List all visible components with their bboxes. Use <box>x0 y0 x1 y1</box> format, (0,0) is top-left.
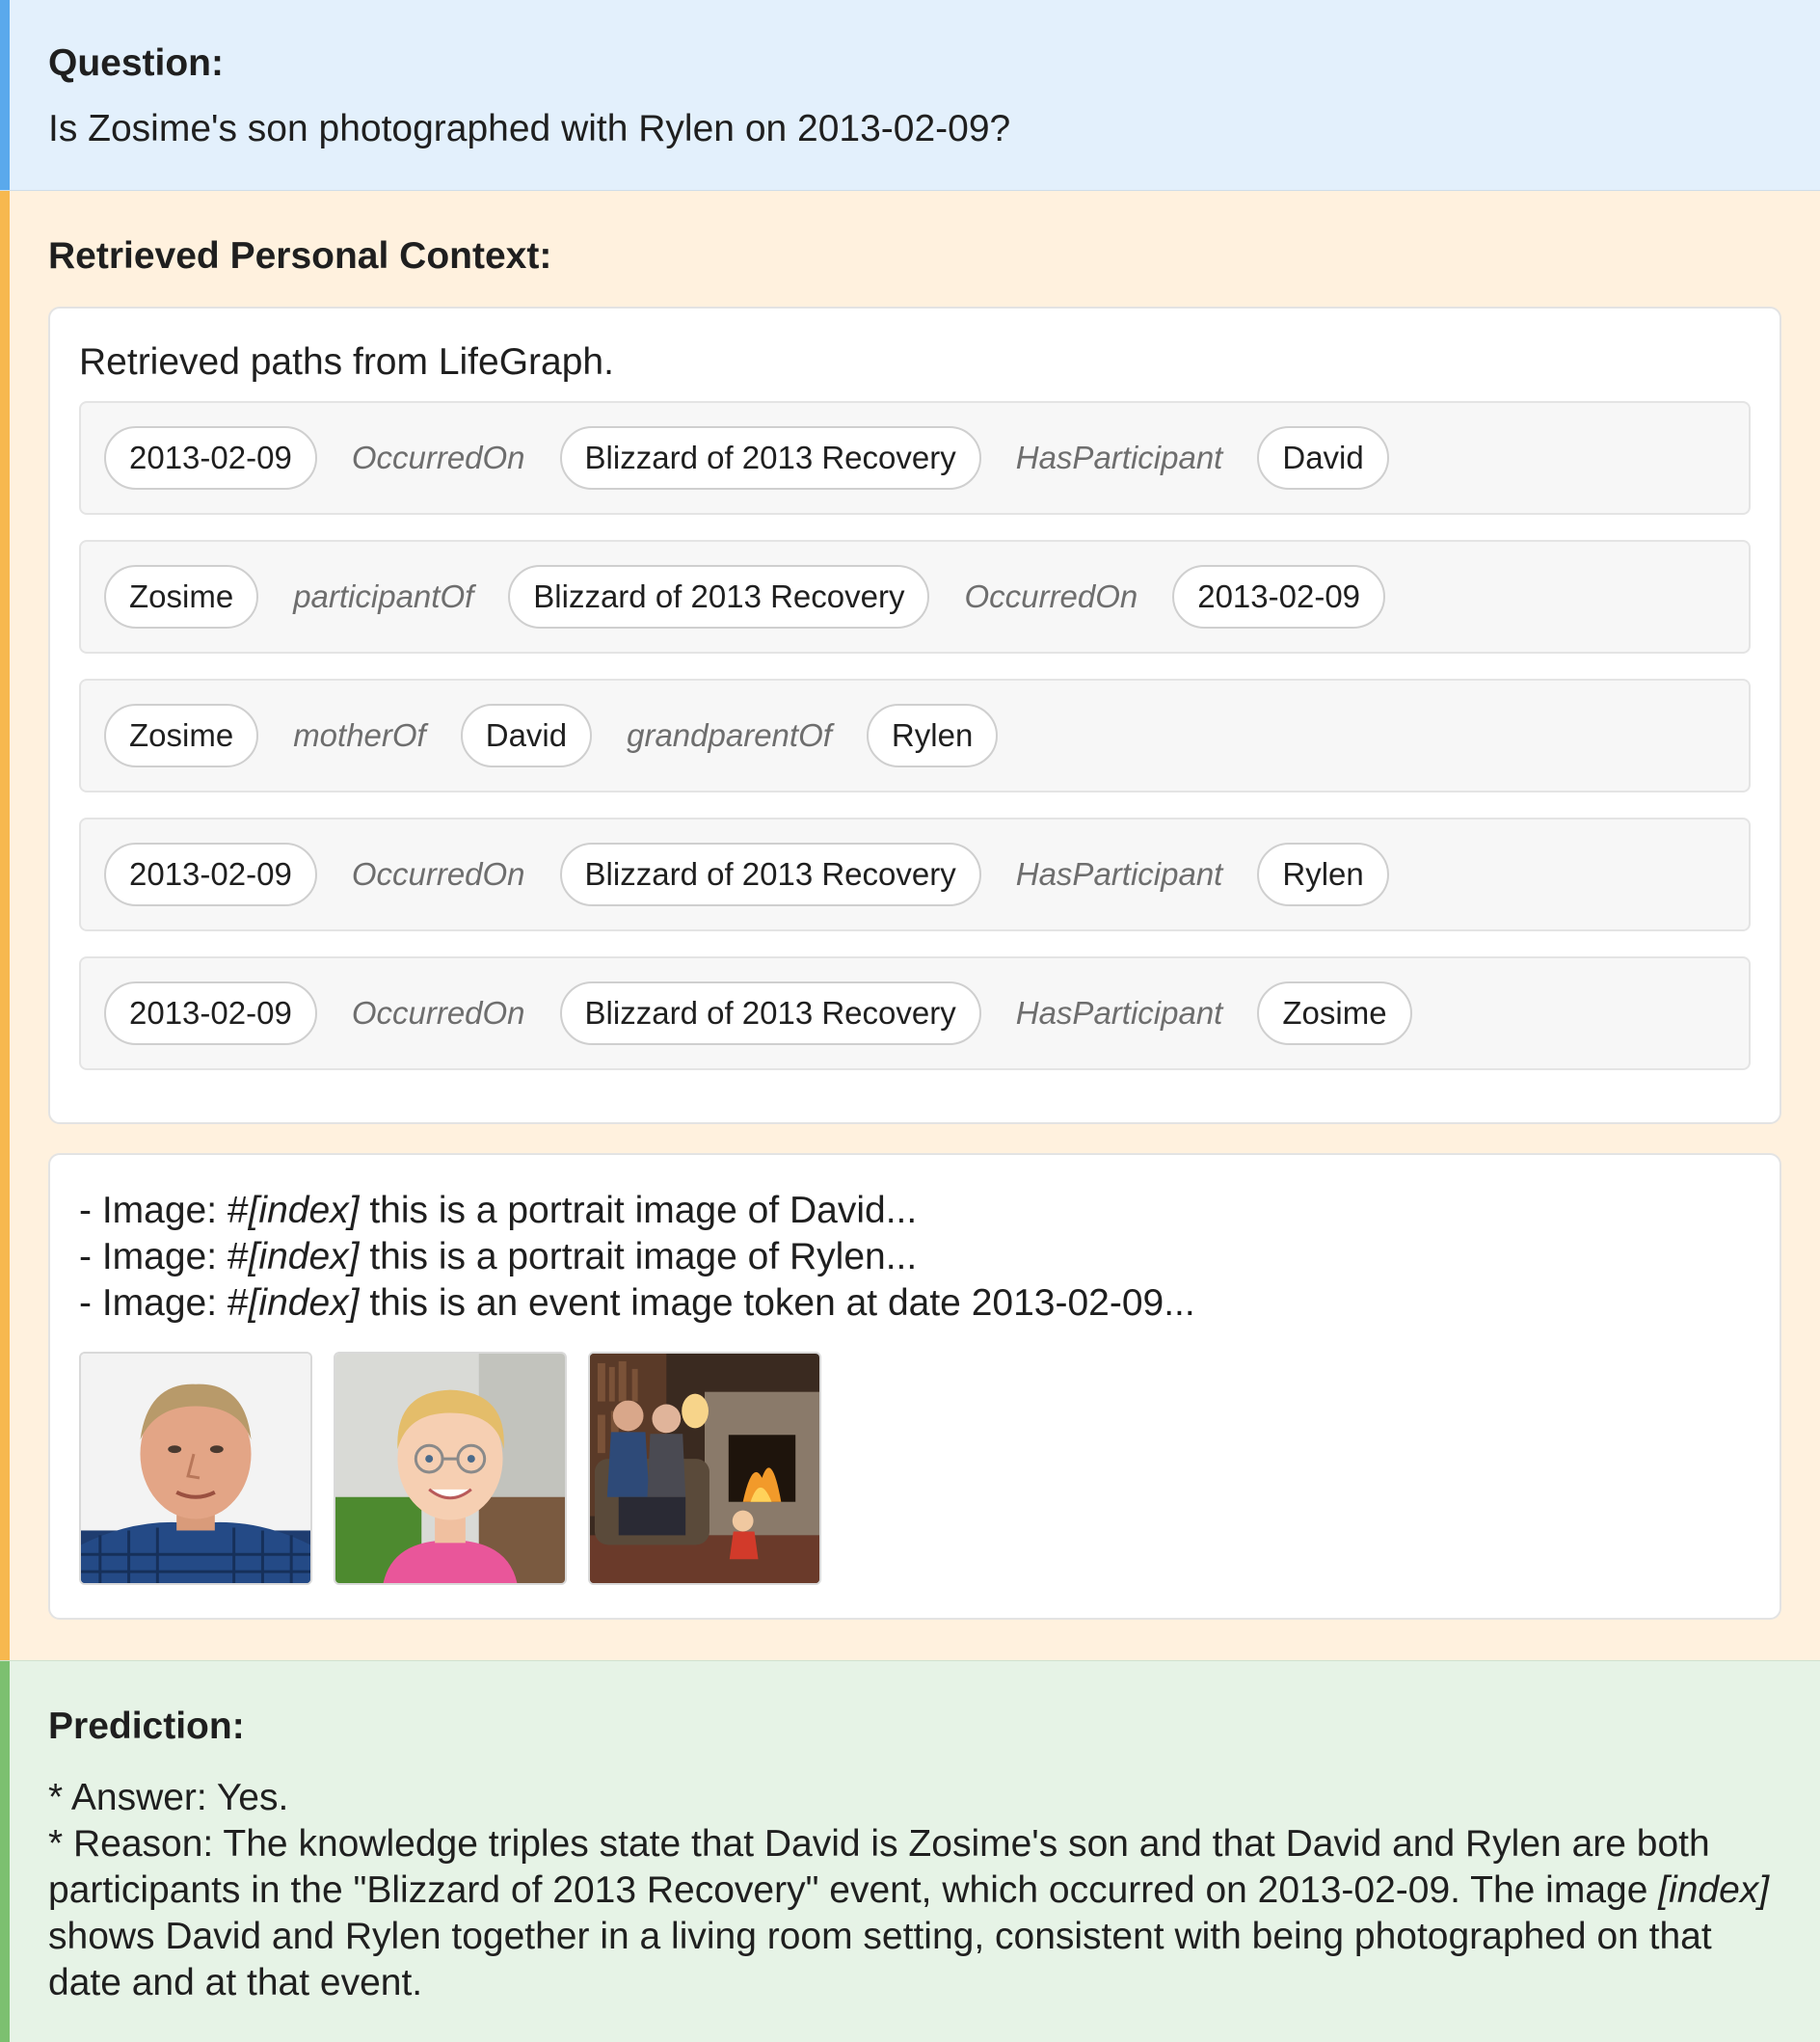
event-living-room-image <box>588 1352 821 1585</box>
entity-node: Zosime <box>104 565 258 629</box>
context-section <box>0 191 1820 1660</box>
entity-node: David <box>1257 426 1388 490</box>
image-token-line <box>79 1188 1751 1234</box>
relation-label: OccurredOn <box>964 578 1138 614</box>
reason-text-end: shows David and Rylen together in a living room setting, consistent with being photographed on that date and at that event. <box>48 1916 1712 2003</box>
image-token-list <box>79 1188 1751 1327</box>
path-row <box>79 401 1751 515</box>
entity-node: 2013-02-09 <box>1172 565 1385 629</box>
david-portrait-image <box>79 1352 312 1585</box>
entity-node: Blizzard of 2013 Recovery <box>560 843 981 906</box>
image-description: this is an event image token at date 2013-02-09... <box>359 1282 1195 1324</box>
relation-label: HasParticipant <box>1015 856 1223 892</box>
path-list <box>79 401 1751 1070</box>
context-heading: Retrieved Personal Context: <box>48 235 552 277</box>
relation-label: OccurredOn <box>351 856 525 892</box>
image-prefix: - Image: # <box>79 1282 249 1324</box>
entity-node: David <box>461 704 592 767</box>
image-index-token: [index] <box>248 1282 360 1324</box>
question-section <box>0 0 1820 191</box>
image-card <box>48 1153 1781 1620</box>
prediction-reason <box>48 1821 1781 2006</box>
reason-index-token: [index] <box>1658 1869 1770 1911</box>
entity-node: Zosime <box>104 704 258 767</box>
lifegraph-card <box>48 307 1781 1124</box>
prediction-body <box>48 1775 1781 2006</box>
image-description: this is a portrait image of Rylen... <box>359 1236 918 1277</box>
entity-node: 2013-02-09 <box>104 843 317 906</box>
image-index-token: [index] <box>248 1236 360 1277</box>
path-row <box>79 540 1751 654</box>
entity-node: Blizzard of 2013 Recovery <box>508 565 929 629</box>
lifegraph-title: Retrieved paths from LifeGraph. <box>79 341 614 383</box>
relation-label: OccurredOn <box>351 995 525 1031</box>
entity-node: Rylen <box>867 704 998 767</box>
path-row <box>79 818 1751 931</box>
question-heading: Question: <box>48 42 224 84</box>
rylen-portrait-image <box>334 1352 567 1585</box>
relation-label: HasParticipant <box>1015 440 1223 475</box>
image-token-line <box>79 1234 1751 1280</box>
path-row <box>79 679 1751 793</box>
relation-label: HasParticipant <box>1015 995 1223 1031</box>
entity-node: Blizzard of 2013 Recovery <box>560 981 981 1045</box>
image-index-token: [index] <box>248 1190 360 1231</box>
thumbnail-strip <box>79 1352 1751 1585</box>
entity-node: Blizzard of 2013 Recovery <box>560 426 981 490</box>
relation-label: motherOf <box>293 717 426 753</box>
entity-node: 2013-02-09 <box>104 981 317 1045</box>
entity-node: Zosime <box>1257 981 1411 1045</box>
relation-label: grandparentOf <box>627 717 832 753</box>
image-description: this is a portrait image of David... <box>359 1190 918 1231</box>
relation-label: OccurredOn <box>351 440 525 475</box>
image-prefix: - Image: # <box>79 1236 249 1277</box>
entity-node: Rylen <box>1257 843 1388 906</box>
prediction-section <box>0 1660 1820 2042</box>
question-text: Is Zosime's son photographed with Rylen on 2013-02-09? <box>48 108 1011 149</box>
image-prefix: - Image: # <box>79 1190 249 1231</box>
path-row <box>79 956 1751 1070</box>
relation-label: participantOf <box>293 578 474 614</box>
reason-text-start: * Reason: The knowledge triples state that David is Zosime's son and that David and Rylen are both participants in the "Blizzard of 2013 Recovery" event, which occurred on 2013-02-09. The image <box>48 1823 1710 1911</box>
prediction-heading: Prediction: <box>48 1706 245 1747</box>
entity-node: 2013-02-09 <box>104 426 317 490</box>
prediction-answer: * Answer: Yes. <box>48 1777 289 1818</box>
image-token-line <box>79 1280 1751 1327</box>
